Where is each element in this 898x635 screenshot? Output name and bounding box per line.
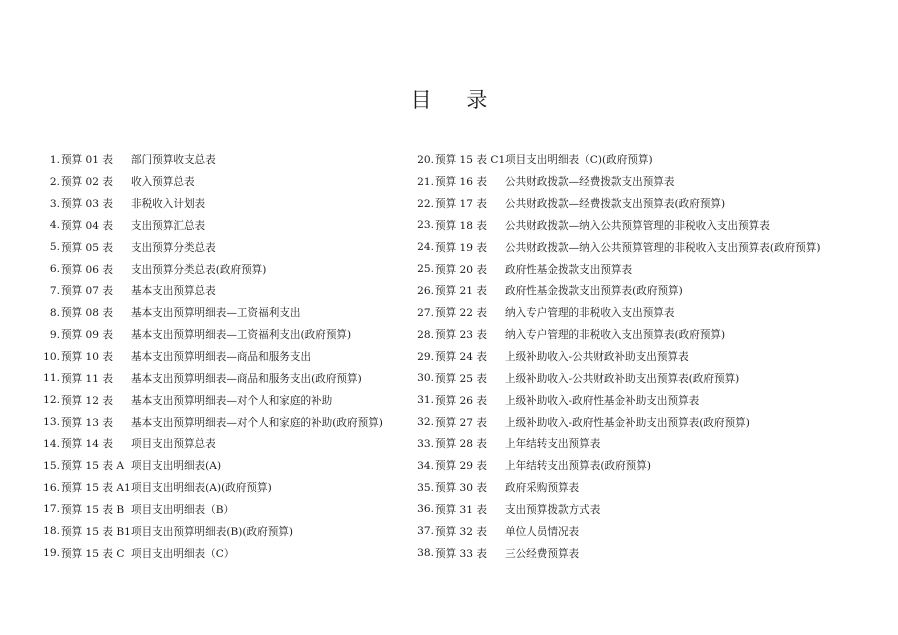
toc-entry[interactable]	[36, 193, 383, 215]
toc-entry-code: 预算 05 表	[61, 241, 113, 254]
toc-entry-code: 预算 17 表	[435, 198, 487, 211]
toc-entry-name: 基本支出预算明细表—商品和服务支出(政府预算)	[131, 372, 362, 385]
toc-entry-name: 项目支出明细表（C）	[131, 547, 235, 560]
toc-entry-name: 基本支出预算明细表—工资福利支出	[131, 307, 301, 320]
toc-entry[interactable]	[408, 367, 820, 389]
toc-entry[interactable]	[408, 520, 820, 542]
toc-entry-code: 预算 06 表	[61, 263, 113, 276]
toc-entry-number: 14.	[43, 437, 60, 450]
toc-entry[interactable]	[36, 389, 383, 411]
toc-entry[interactable]	[408, 258, 820, 280]
toc-entry[interactable]	[36, 433, 383, 455]
page-title: 目 录	[410, 88, 502, 112]
toc-entry-number: 34.	[417, 459, 434, 472]
toc-entry-number: 37.	[417, 525, 434, 538]
toc-entry-name: 政府采购预算表	[505, 482, 580, 495]
toc-entry[interactable]	[36, 499, 383, 521]
toc-entry-number: 28.	[417, 328, 434, 341]
toc-entry-name: 上级补助收入-政府性基金补助支出预算表	[505, 394, 700, 407]
toc-entry-number: 32.	[417, 416, 434, 429]
toc-entry-code: 预算 15 表 A1	[61, 482, 131, 495]
toc-entry[interactable]	[408, 433, 820, 455]
toc-entry-number: 9.	[49, 328, 60, 341]
toc-entry-number: 27.	[417, 306, 434, 319]
toc-entry-name: 基本支出预算明细表—对个人和家庭的补助	[131, 394, 333, 407]
toc-entry-code: 预算 10 表	[61, 351, 113, 364]
toc-entry-name: 基本支出预算明细表—商品和服务支出	[131, 351, 312, 364]
toc-entry-number: 20.	[417, 153, 434, 166]
toc-entry[interactable]	[408, 324, 820, 346]
toc-entry-code: 预算 15 表 C	[61, 547, 125, 560]
toc-entry-name: 纳入专户管理的非税收入支出预算表	[505, 307, 675, 320]
toc-entry[interactable]	[36, 346, 383, 368]
toc-entry-name: 公共财政拨款—纳入公共预算管理的非税收入支出预算表(政府预算)	[505, 241, 821, 254]
toc-entry[interactable]	[36, 258, 383, 280]
toc-entry-code: 预算 27 表	[435, 416, 487, 429]
toc-entry-code: 预算 32 表	[435, 525, 487, 538]
toc-entry-code: 预算 33 表	[435, 547, 487, 560]
toc-entry-number: 23.	[417, 219, 434, 232]
toc-entry-name: 公共财政拨款—经费拨款支出预算表(政府预算)	[505, 198, 726, 211]
toc-entry-code: 预算 14 表	[61, 438, 113, 451]
toc-entry-code: 预算 28 表	[435, 438, 487, 451]
toc-entry-name: 项目支出明细表（C)(政府预算)	[505, 154, 653, 167]
toc-entry-code: 预算 09 表	[61, 329, 113, 342]
toc-entry-name: 基本支出预算明细表—对个人和家庭的补助(政府预算)	[131, 416, 383, 429]
toc-entry[interactable]	[408, 280, 820, 302]
toc-entry-number: 29.	[417, 350, 434, 363]
toc-entry-code: 预算 29 表	[435, 460, 487, 473]
toc-entry-number: 22.	[417, 197, 434, 210]
toc-entry-code: 预算 01 表	[61, 154, 113, 167]
toc-entry[interactable]	[36, 455, 383, 477]
toc-entry-code: 预算 08 表	[61, 307, 113, 320]
toc-entry-name: 支出预算拨款方式表	[505, 503, 601, 516]
toc-entry-code: 预算 22 表	[435, 307, 487, 320]
toc-entry[interactable]	[36, 302, 383, 324]
toc-entry-name: 项目支出明细表(A)(政府预算)	[131, 482, 272, 495]
toc-entry-number: 30.	[417, 372, 434, 385]
toc-entry-code: 预算 07 表	[61, 285, 113, 298]
toc-entry-code: 预算 03 表	[61, 198, 113, 211]
toc-entry-name: 公共财政拨款—经费拨款支出预算表	[505, 176, 675, 189]
toc-entry-code: 预算 04 表	[61, 219, 113, 232]
toc-entry-number: 16.	[43, 481, 60, 494]
toc-entry[interactable]	[36, 367, 383, 389]
toc-entry[interactable]	[408, 346, 820, 368]
toc-entry-number: 24.	[417, 241, 434, 254]
toc-entry-code: 预算 15 表 B1	[61, 525, 131, 538]
toc-entry-number: 31.	[417, 394, 434, 407]
toc-entry[interactable]	[408, 193, 820, 215]
toc-entry-number: 1.	[49, 153, 60, 166]
toc-entry-code: 预算 23 表	[435, 329, 487, 342]
toc-entry[interactable]	[408, 215, 820, 237]
toc-entry-number: 6.	[49, 263, 60, 276]
toc-entry-code: 预算 12 表	[61, 394, 113, 407]
toc-entry-name: 项目支出明细表（B）	[131, 503, 235, 516]
toc-entry-code: 预算 15 表 C1	[435, 154, 506, 167]
toc-entry-code: 预算 30 表	[435, 482, 487, 495]
toc-entry-name: 三公经费预算表	[505, 547, 580, 560]
toc-entry-name: 公共财政拨款—纳入公共预算管理的非税收入支出预算表	[505, 219, 770, 232]
toc-entry-name: 纳入专户管理的非税收入支出预算表(政府预算)	[505, 329, 726, 342]
toc-entry-code: 预算 13 表	[61, 416, 113, 429]
toc-entry-number: 10.	[43, 350, 60, 363]
toc-entry-name: 支出预算分类总表(政府预算)	[131, 263, 267, 276]
toc-entry-name: 项目支出明细表(A)	[131, 460, 222, 473]
toc-entry-code: 预算 24 表	[435, 351, 487, 364]
toc-entry-code: 预算 15 表 A	[61, 460, 125, 473]
toc-entry-number: 25.	[417, 263, 434, 276]
toc-entry-number: 17.	[43, 503, 60, 516]
toc-entry-number: 21.	[417, 175, 434, 188]
toc-entry-name: 支出预算汇总表	[131, 219, 206, 232]
toc-entry-name: 上级补助收入-公共财政补助支出预算表(政府预算)	[505, 372, 740, 385]
toc-entry-number: 13.	[43, 416, 60, 429]
toc-entry-number: 36.	[417, 503, 434, 516]
toc-entry[interactable]	[36, 236, 383, 258]
toc-entry-name: 单位人员情况表	[505, 525, 580, 538]
toc-entry-name: 基本支出预算明细表—工资福利支出(政府预算)	[131, 329, 352, 342]
toc-entry-number: 8.	[49, 306, 60, 319]
toc-entry[interactable]	[36, 215, 383, 237]
toc-entry-name: 项目支出预算明细表(B)(政府预算)	[131, 525, 294, 538]
toc-entry[interactable]	[408, 302, 820, 324]
toc-entry-code: 预算 19 表	[435, 241, 487, 254]
toc-entry-name: 上年结转支出预算表	[505, 438, 601, 451]
toc-entry[interactable]	[408, 477, 820, 499]
toc-entry-name: 上年结转支出预算表(政府预算)	[505, 460, 651, 473]
toc-entry[interactable]	[36, 324, 383, 346]
toc-entry[interactable]	[408, 499, 820, 521]
toc-column-right	[408, 149, 820, 564]
toc-entry[interactable]	[36, 520, 383, 542]
toc-entry-code: 预算 25 表	[435, 372, 487, 385]
toc-entry-name: 上级补助收入-公共财政补助支出预算表	[505, 351, 689, 364]
toc-entry-code: 预算 18 表	[435, 219, 487, 232]
toc-entry-name: 非税收入计划表	[131, 198, 206, 211]
toc-entry-code: 预算 21 表	[435, 285, 487, 298]
toc-entry[interactable]	[408, 411, 820, 433]
toc-entry-number: 26.	[417, 284, 434, 297]
toc-entry-number: 15.	[43, 459, 60, 472]
toc-entry[interactable]	[408, 455, 820, 477]
toc-entry[interactable]	[36, 280, 383, 302]
toc-entry-name: 政府性基金拨款支出预算表(政府预算)	[505, 285, 683, 298]
toc-entry-number: 35.	[417, 481, 434, 494]
toc-entry-name: 基本支出预算总表	[131, 285, 216, 298]
toc-entry-number: 2.	[49, 175, 60, 188]
toc-entry-number: 33.	[417, 437, 434, 450]
toc-entry-name: 政府性基金拨款支出预算表	[505, 263, 633, 276]
toc-entry-number: 4.	[49, 219, 60, 232]
toc-entry-number: 7.	[49, 284, 60, 297]
toc-entry[interactable]	[408, 171, 820, 193]
toc-entry-code: 预算 26 表	[435, 394, 487, 407]
toc-entry-name: 上级补助收入-政府性基金补助支出预算表(政府预算)	[505, 416, 750, 429]
toc-entry-code: 预算 15 表 B	[61, 503, 125, 516]
toc-entry[interactable]	[36, 411, 383, 433]
toc-column-left	[36, 149, 383, 564]
toc-entry-code: 预算 11 表	[61, 372, 113, 385]
toc-entry-name: 部门预算收支总表	[131, 154, 216, 167]
toc-entry-number: 5.	[49, 241, 60, 254]
toc-entry-number: 38.	[417, 547, 434, 560]
toc-entry[interactable]	[36, 149, 383, 171]
toc-entry-number: 11.	[43, 372, 60, 385]
toc-entry[interactable]	[36, 542, 383, 564]
toc-entry-number: 3.	[49, 197, 60, 210]
toc-entry-code: 预算 16 表	[435, 176, 487, 189]
toc-entry-number: 18.	[43, 525, 60, 538]
toc-entry[interactable]	[36, 477, 383, 499]
toc-entry[interactable]	[36, 171, 383, 193]
toc-entry-number: 12.	[43, 394, 60, 407]
toc-entry-code: 预算 02 表	[61, 176, 113, 189]
toc-entry[interactable]	[408, 542, 820, 564]
toc-entry[interactable]	[408, 149, 820, 171]
toc-entry-name: 支出预算分类总表	[131, 241, 216, 254]
toc-entry-name: 项目支出预算总表	[131, 438, 216, 451]
toc-entry-code: 预算 31 表	[435, 503, 487, 516]
toc-entry-code: 预算 20 表	[435, 263, 487, 276]
toc-entry[interactable]	[408, 389, 820, 411]
toc-entry-number: 19.	[43, 547, 60, 560]
toc-entry-name: 收入预算总表	[131, 176, 195, 189]
toc-entry[interactable]	[408, 236, 820, 258]
